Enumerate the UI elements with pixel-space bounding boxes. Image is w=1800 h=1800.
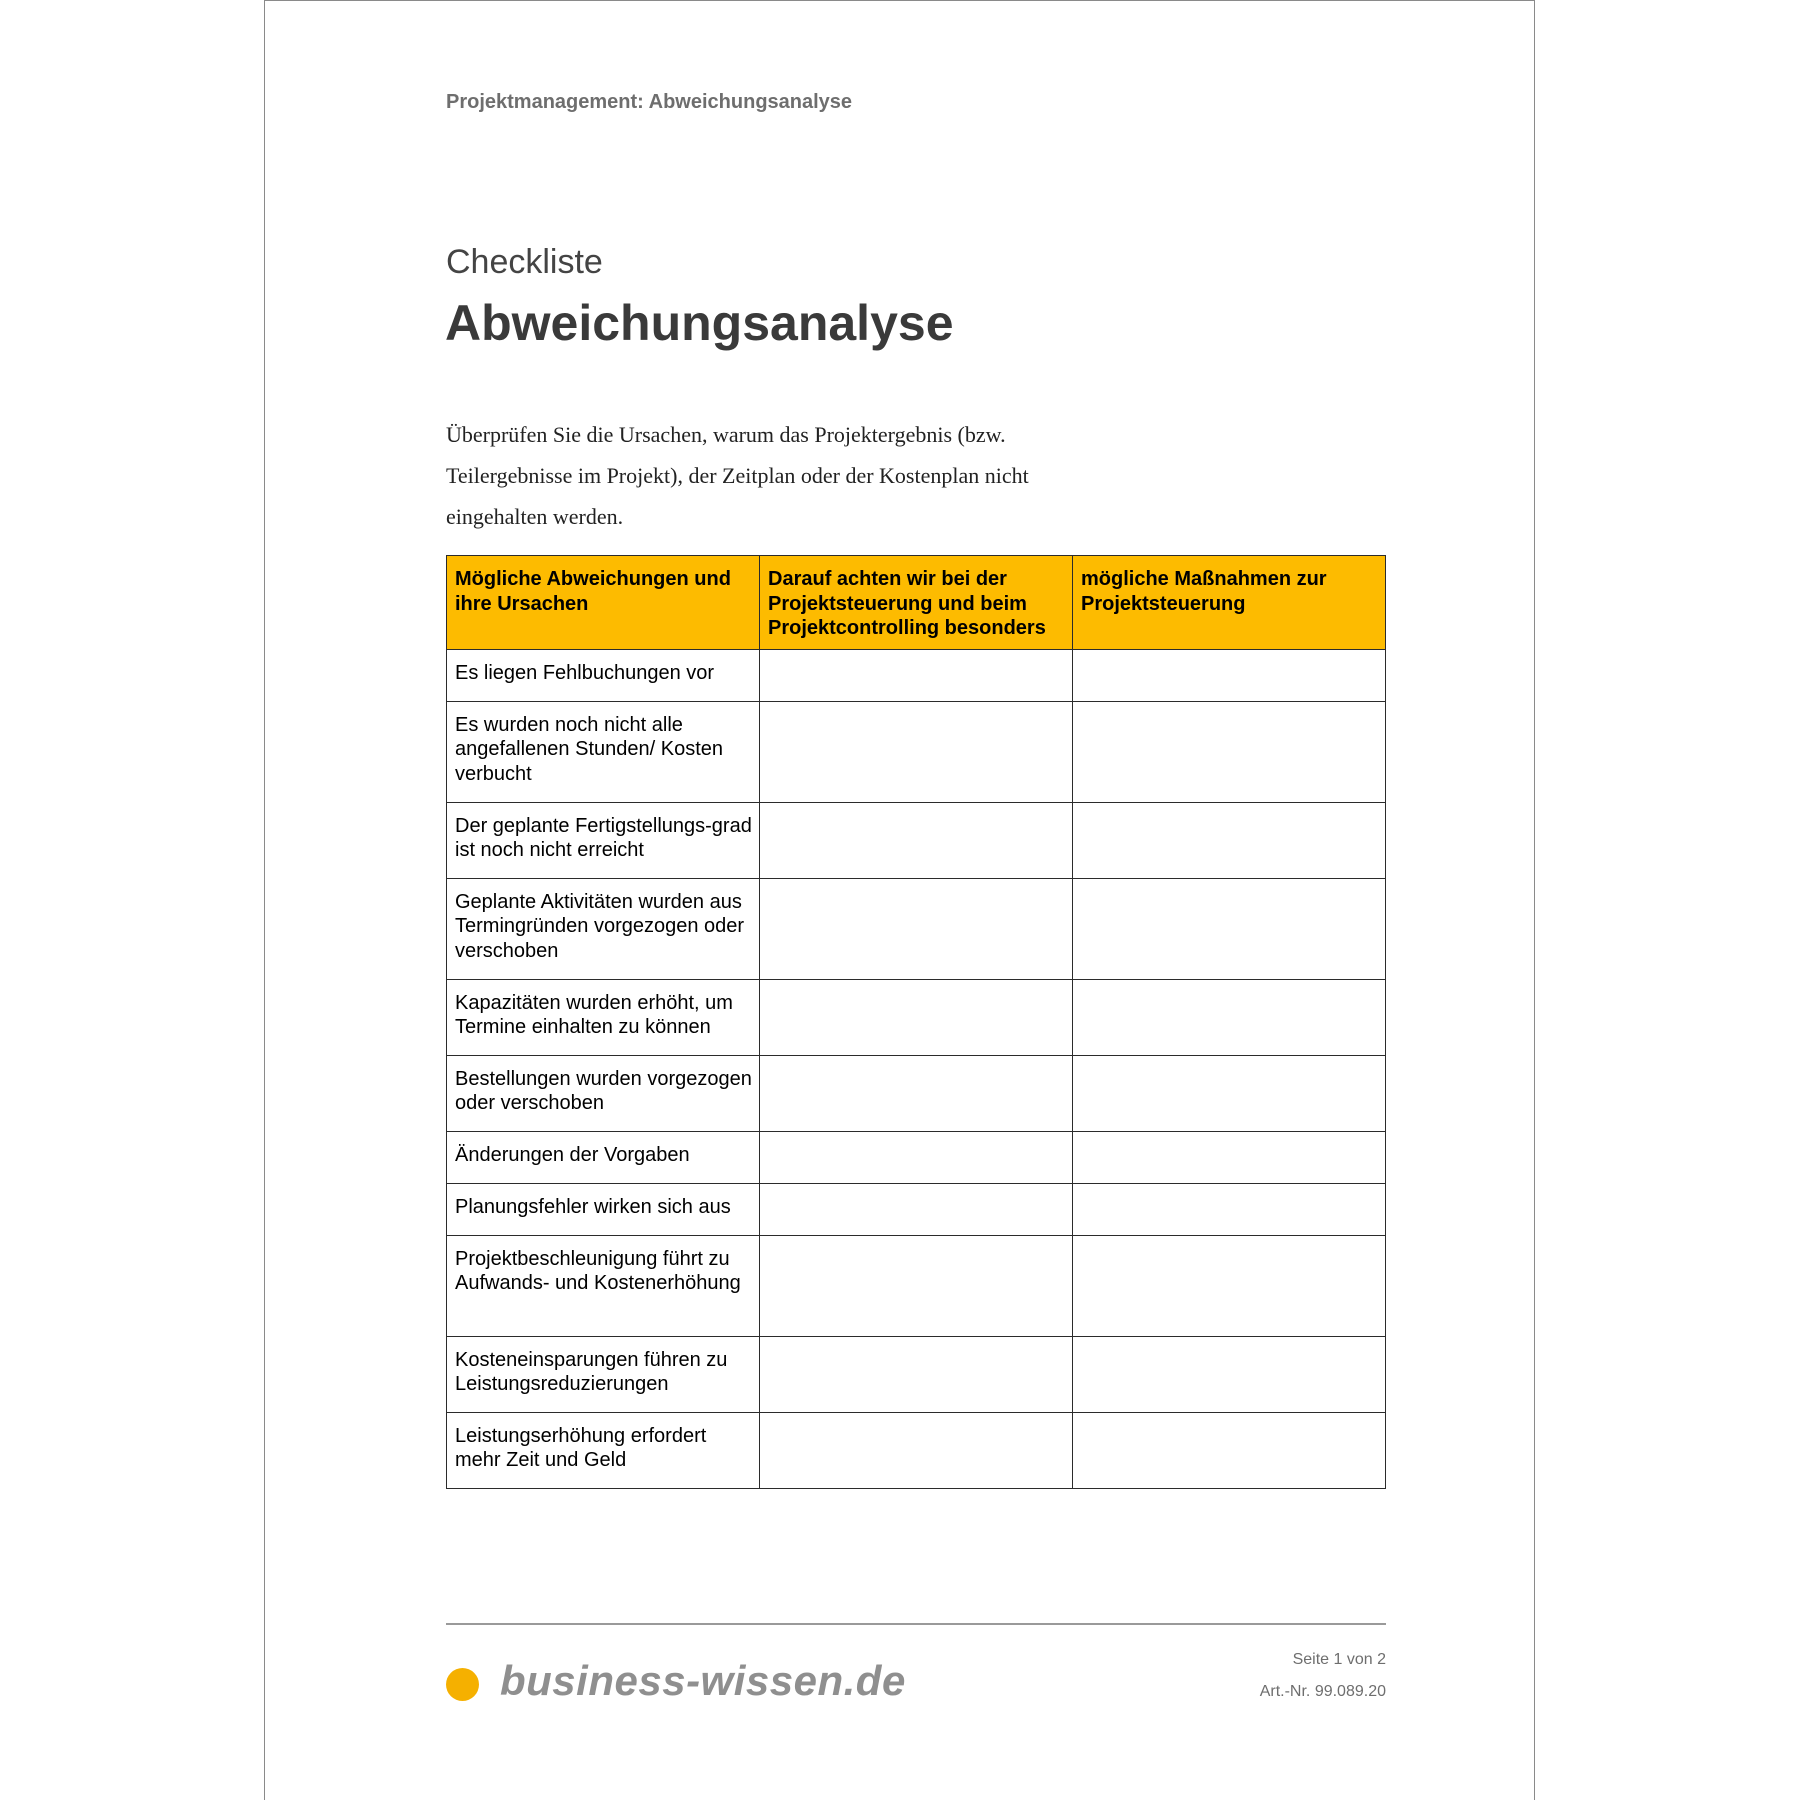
logo-dot-icon [446,1668,479,1701]
page-number: Seite 1 von 2 [1292,1651,1386,1668]
checklist-table [446,555,1386,1489]
focus-cell[interactable] [760,649,1073,701]
measures-cell[interactable] [1073,701,1386,802]
table-header-row [447,556,1386,650]
running-header: Projektmanagement: Abweichungsanalyse [446,91,853,113]
focus-cell[interactable] [760,1055,1073,1131]
deviation-cell: Bestellungen wurden vorgezogen oder verschoben [447,1055,760,1131]
deviation-cell: Leistungserhöhung erfordert mehr Zeit und Geld [447,1412,760,1488]
deviation-cell: Kapazitäten wurden erhöht, um Termine einhalten zu können [447,979,760,1055]
document-title: Abweichungsanalyse [445,295,954,351]
table-row [447,802,1386,878]
table-row [447,878,1386,979]
measures-cell[interactable] [1073,1336,1386,1412]
table-row [447,701,1386,802]
focus-cell[interactable] [760,701,1073,802]
deviation-cell: Planungsfehler wirken sich aus [447,1183,760,1235]
focus-cell[interactable] [760,1336,1073,1412]
table-row [447,1131,1386,1183]
table-row [447,1055,1386,1131]
focus-cell[interactable] [760,1131,1073,1183]
deviation-cell: Änderungen der Vorgaben [447,1131,760,1183]
measures-cell[interactable] [1073,878,1386,979]
document-subtitle: Checkliste [446,243,603,281]
intro-line: Teilergebnisse im Projekt), der Zeitplan oder der Kostenplan nicht [446,463,1029,488]
brand-logo: business-wissen.de [500,1657,906,1704]
measures-cell[interactable] [1073,1055,1386,1131]
measures-cell[interactable] [1073,802,1386,878]
column-header-measures: mögliche Maßnahmen zur Projektsteuerung [1073,556,1386,650]
measures-cell[interactable] [1073,1412,1386,1488]
deviation-cell: Der geplante Fertigstellungs-grad ist noch nicht erreicht [447,802,760,878]
article-number: Art.-Nr. 99.089.20 [1259,1683,1386,1700]
footer-divider [446,1623,1386,1625]
focus-cell[interactable] [760,1235,1073,1336]
measures-cell[interactable] [1073,979,1386,1055]
table-row [447,649,1386,701]
deviation-cell: Es liegen Fehlbuchungen vor [447,649,760,701]
focus-cell[interactable] [760,878,1073,979]
intro-line: eingehalten werden. [446,504,624,529]
measures-cell[interactable] [1073,649,1386,701]
table-row [447,1235,1386,1336]
focus-cell[interactable] [760,1183,1073,1235]
deviation-cell: Es wurden noch nicht alle angefallenen Stunden/ Kosten verbucht [447,701,760,802]
measures-cell[interactable] [1073,1183,1386,1235]
table-row [447,1183,1386,1235]
table-row [447,1336,1386,1412]
table-row [447,1412,1386,1488]
measures-cell[interactable] [1073,1131,1386,1183]
focus-cell[interactable] [760,979,1073,1055]
column-header-focus: Darauf achten wir bei der Projektsteuerung und beim Projektcontrolling besonders [760,556,1073,650]
column-header-deviations: Mögliche Abweichungen und ihre Ursachen [447,556,760,650]
focus-cell[interactable] [760,1412,1073,1488]
focus-cell[interactable] [760,802,1073,878]
intro-line: Überprüfen Sie die Ursachen, warum das Projektergebnis (bzw. [446,422,1006,447]
deviation-cell: Geplante Aktivitäten wurden aus Termingründen vorgezogen oder verschoben [447,878,760,979]
deviation-cell: Projektbeschleunigung führt zu Aufwands- und Kostenerhöhung [447,1235,760,1336]
measures-cell[interactable] [1073,1235,1386,1336]
table-row [447,979,1386,1055]
deviation-cell: Kosteneinsparungen führen zu Leistungsreduzierungen [447,1336,760,1412]
intro-paragraph [446,414,1106,537]
